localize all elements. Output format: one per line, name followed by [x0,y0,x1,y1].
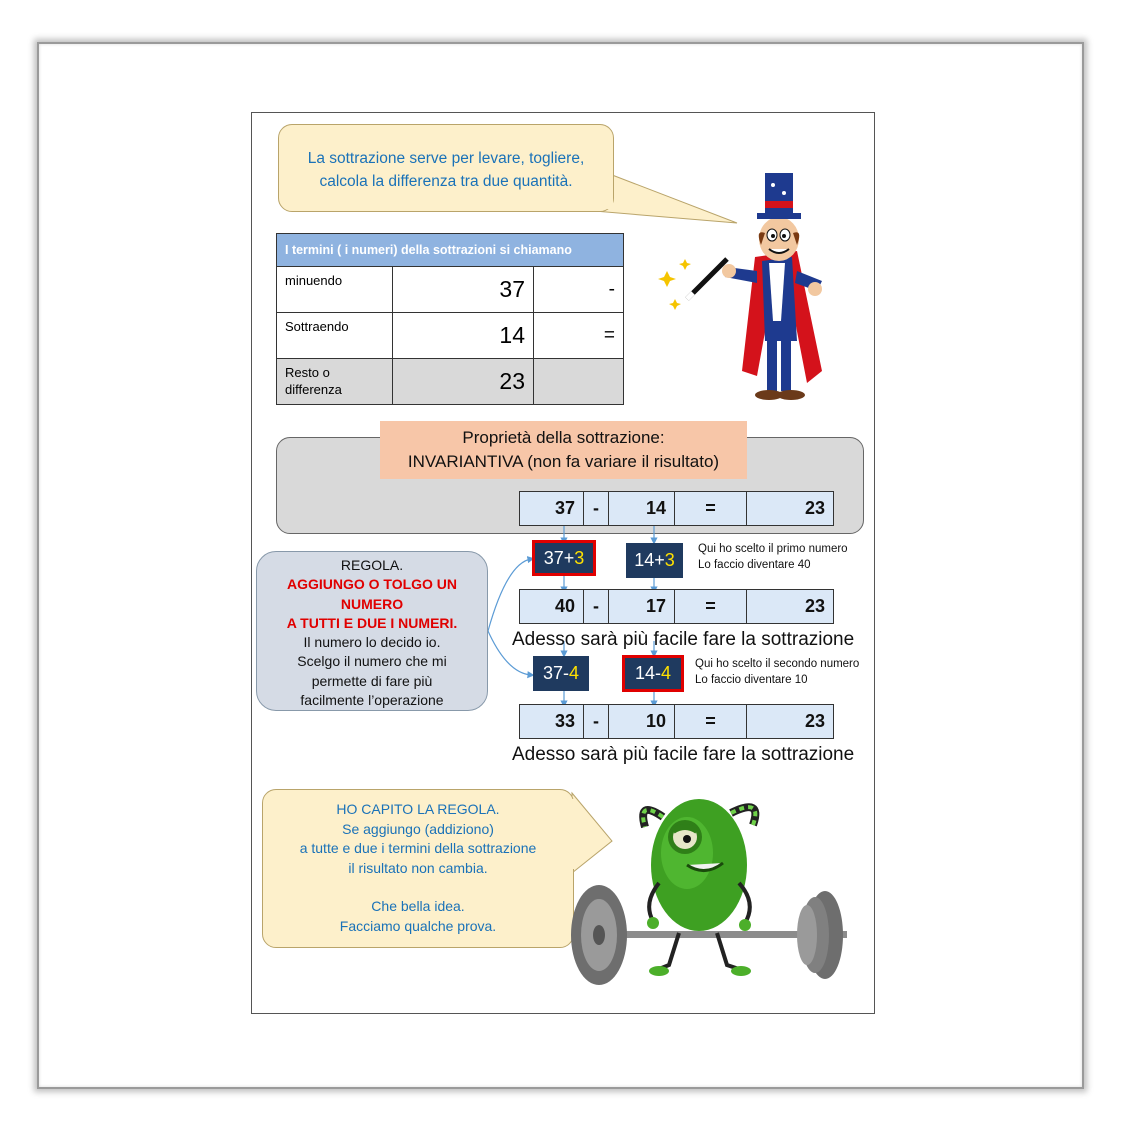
bottom-bubble [262,789,574,948]
eq-minuend: 40 [520,590,584,623]
green-monster-weightlifter-illustration [567,793,857,1008]
eq-result: 23 [747,705,833,738]
intro-line-1: La sottrazione serve per levare, togliere, [307,150,585,167]
eq-result: 23 [747,590,833,623]
term-value: 37 [393,267,534,313]
property-title: Proprietà della sottrazione: [462,428,665,447]
note-second-number: Qui ho scelto il secondo numero Lo faccio diventare 10 [695,658,860,686]
worksheet-page [251,112,875,1014]
eq-minuend: 37 [520,492,584,525]
eq-minus: - [584,590,609,623]
bottom-line-3: a tutte e due i termini della sottrazione [299,840,537,856]
eq-result: 23 [747,492,833,525]
rule-title: REGOLA. [340,557,404,573]
rule-line-4: facilmente l’operazione [300,692,444,709]
bottom-line-5: Che bella idea. [371,898,465,914]
bottom-line-1: HO CAPITO LA REGOLA. [336,801,500,817]
rule-line-3: permette di fare più [311,672,433,689]
rule-emphasis-3: A TUTTI E DUE I NUMERI. [286,614,458,631]
eq-equals: = [675,492,747,525]
step-subtrahend-plus: 14+ 3 [626,543,683,578]
easier-text-1: Adesso sarà più facile fare la sottrazione [512,629,855,650]
term-value: 14 [393,313,534,359]
term-sign: - [534,267,624,313]
eq-minuend: 33 [520,705,584,738]
eq-subtrahend: 14 [609,492,675,525]
rule-emphasis-2: NUMERO [340,595,404,612]
rule-line-2: Scelgo il numero che mi [297,653,447,670]
step-minuend-plus: 37+ 3 [532,540,596,576]
step-subtrahend-minus: 14- 4 [622,655,684,692]
intro-line-2: calcola la differenza tra due quantità. [319,173,573,190]
bottom-line-2: Se aggiungo (addiziono) [342,820,494,837]
note-first-number: Qui ho scelto il primo numero Lo faccio diventare 40 [698,543,848,571]
terms-table-header: I termini ( i numeri) della sottrazioni si chiamano [277,234,624,267]
term-label: Resto o differenza [277,359,393,405]
eq-subtrahend: 10 [609,705,675,738]
rule-line-1: Il numero lo decido io. [303,634,441,651]
term-value: 23 [393,359,534,405]
eq-equals: = [675,705,747,738]
term-sign: = [534,313,624,359]
eq-subtrahend: 17 [609,590,675,623]
bottom-line-4: il risultato non cambia. [348,859,488,876]
eq-equals: = [675,590,747,623]
eq-minus: - [584,705,609,738]
eq-minus: - [584,492,609,525]
bottom-line-6: Facciamo qualche prova. [339,917,497,934]
rule-emphasis-1: AGGIUNGO O TOLGO UN [286,576,458,593]
step-minuend-minus: 37- 4 [533,656,589,691]
easier-text-2: Adesso sarà più facile fare la sottrazione [512,744,855,765]
term-label: minuendo [277,267,393,313]
property-subtitle: INVARIANTIVA (non fa variare il risultato) [407,452,720,471]
term-label: Sottraendo [277,313,393,359]
